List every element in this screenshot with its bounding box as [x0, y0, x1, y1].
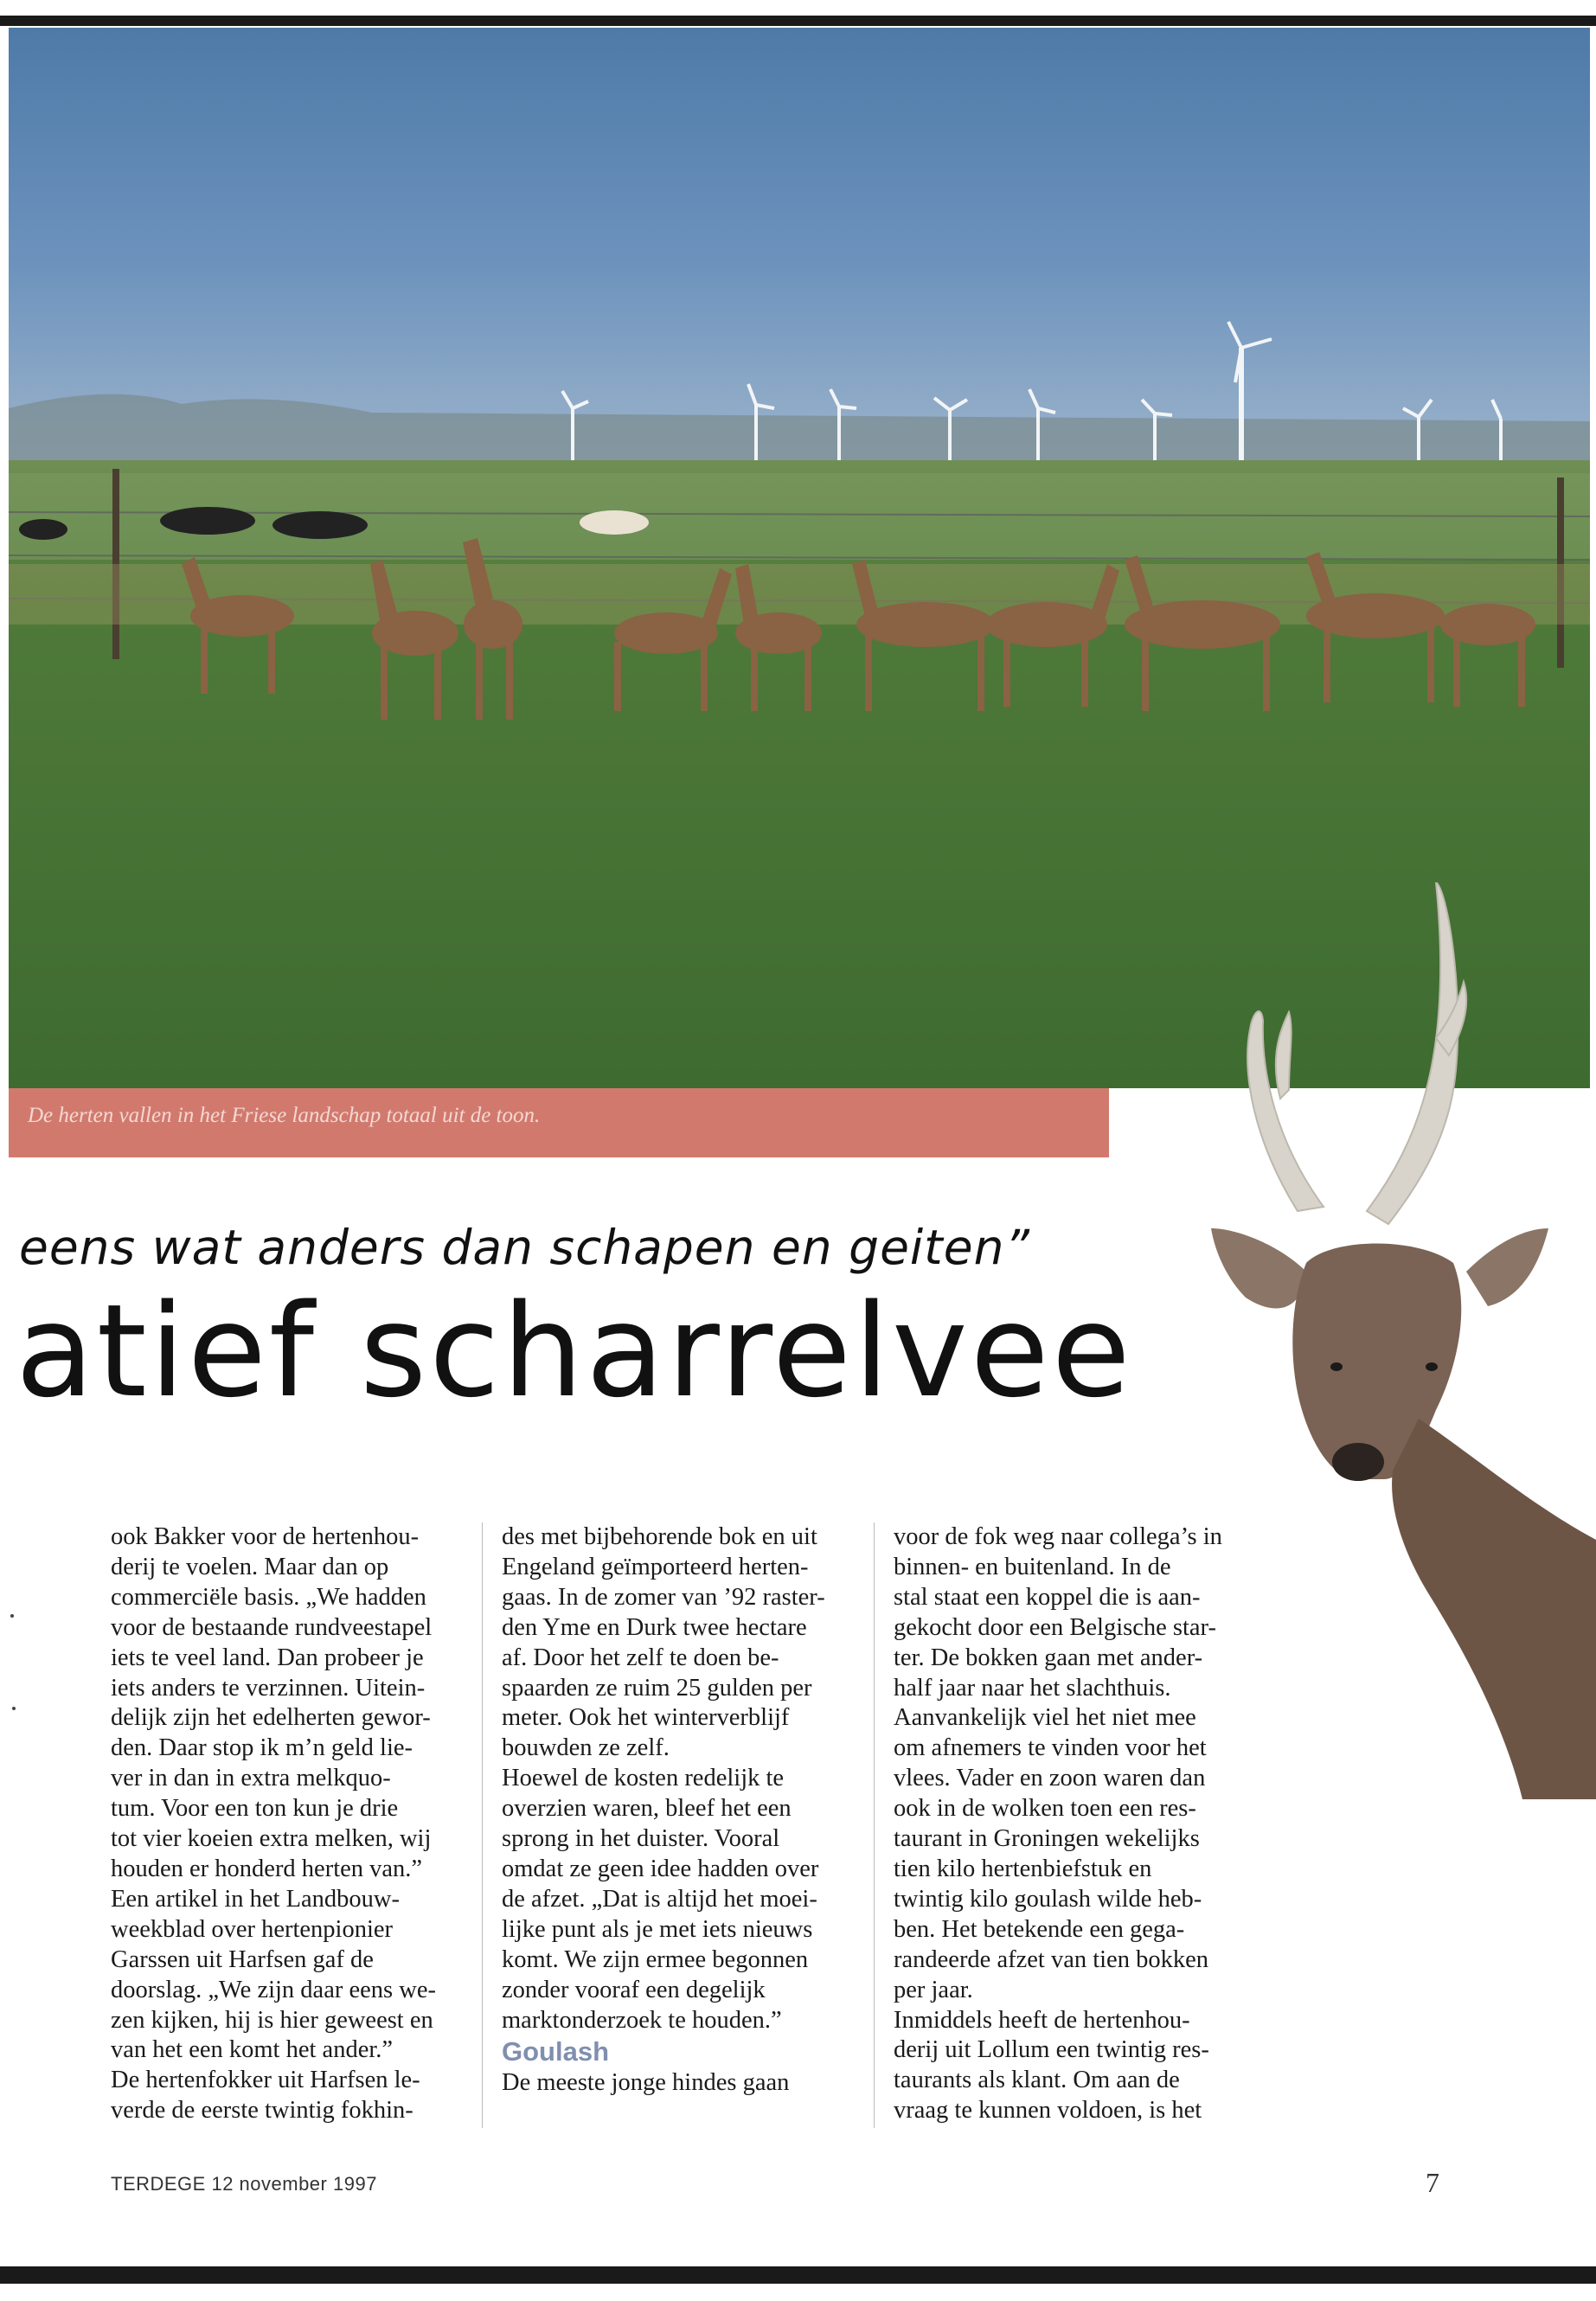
article-kicker: eens wat anders dan schapen en geiten”	[19, 1220, 1030, 1275]
text-line: gaas. In de zomer van ’92 raster-	[502, 1583, 825, 1611]
text-line: Hoewel de kosten redelijk te	[502, 1765, 785, 1792]
text-line: Garssen uit Harfsen gaf de	[111, 1945, 374, 1973]
page-number: 7	[1426, 2167, 1439, 2198]
text-line: Engeland geïmporteerd herten-	[502, 1553, 809, 1580]
text-column-2	[502, 1522, 882, 2099]
text-line: overzien waren, bleef het een	[502, 1795, 792, 1823]
text-line: sprong in het duister. Vooral	[502, 1825, 780, 1853]
text-line: gekocht door een Belgische star-	[894, 1613, 1216, 1641]
text-line: voor de bestaande rundveestapel	[111, 1613, 433, 1641]
text-line: ter. De bokken gaan met ander-	[894, 1644, 1203, 1671]
text-line: per jaar.	[894, 1976, 973, 2003]
text-line: twintig kilo goulash wilde heb-	[894, 1885, 1202, 1913]
text-line: ook Bakker voor de hertenhou-	[111, 1523, 420, 1550]
section-subhead: Goulash	[502, 2036, 610, 2067]
text-line: tum. Voor een ton kun je drie	[111, 1795, 399, 1823]
photo-caption-strip	[9, 1088, 1109, 1157]
photo-caption: De herten vallen in het Friese landschap totaal uit de toon.	[28, 1104, 541, 1127]
text-line: zen kijken, hij is hier geweest en	[111, 2006, 433, 2034]
text-line: Inmiddels heeft de hertenhou-	[894, 2006, 1190, 2034]
text-line: bouwden ze zelf.	[502, 1734, 670, 1762]
text-line: om afnemers te vinden voor het	[894, 1734, 1207, 1762]
text-line: van het een komt het ander.”	[111, 2036, 394, 2064]
text-line: commerciële basis. „We hadden	[111, 1583, 426, 1611]
text-line: derij te voelen. Maar dan op	[111, 1553, 389, 1580]
text-line: iets anders te verzinnen. Uitein-	[111, 1674, 426, 1702]
text-line: houden er honderd herten van.”	[111, 1855, 423, 1882]
text-line: taurant in Groningen wekelijks	[894, 1825, 1200, 1853]
text-line: voor de fok weg naar collega’s in	[894, 1523, 1222, 1550]
text-line: tot vier koeien extra melken, wij	[111, 1825, 432, 1853]
text-line: vraag te kunnen voldoen, is het	[894, 2097, 1202, 2125]
text-line: Een artikel in het Landbouw-	[111, 1885, 400, 1913]
text-column-3	[894, 1522, 1274, 2126]
text-line: komt. We zijn ermee begonnen	[502, 1945, 809, 1973]
text-line: Aanvankelijk viel het niet mee	[894, 1704, 1196, 1732]
text-line: weekblad over hertenpionier	[111, 1915, 394, 1943]
text-line: den Yme en Durk twee hectare	[502, 1613, 807, 1641]
article-headline: atief scharrelvee	[16, 1277, 1133, 1426]
text-line: den. Daar stop ik m’n geld lie-	[111, 1734, 413, 1762]
text-line: De meeste jonge hindes gaan	[502, 2069, 790, 2097]
text-line: spaarden ze ruim 25 gulden per	[502, 1674, 812, 1702]
text-line: iets te veel land. Dan probeer je	[111, 1644, 424, 1671]
text-line: meter. Ook het winterverblijf	[502, 1704, 790, 1732]
text-line: taurants als klant. Om aan de	[894, 2067, 1180, 2094]
text-line: zonder vooraf een degelijk	[502, 1976, 766, 2003]
bottom-border	[0, 2266, 1596, 2284]
publication-footer: TERDEGE 12 november 1997	[111, 2173, 377, 2195]
text-line: af. Door het zelf te doen be-	[502, 1644, 779, 1671]
text-line: de afzet. „Dat is altijd het moei-	[502, 1885, 817, 1913]
text-line: omdat ze geen idee hadden over	[502, 1855, 819, 1882]
text-line: tien kilo hertenbiefstuk en	[894, 1855, 1152, 1882]
text-line: vlees. Vader en zoon waren dan	[894, 1765, 1206, 1792]
text-line: verde de eerste twintig fokhin-	[111, 2097, 413, 2125]
text-line: stal staat een koppel die is aan-	[894, 1583, 1201, 1611]
text-line: half jaar naar het slachthuis.	[894, 1674, 1171, 1702]
text-line: binnen- en buitenland. In de	[894, 1553, 1171, 1580]
text-line: doorslag. „We zijn daar eens we-	[111, 1976, 436, 2003]
text-line: ver in dan in extra melkquo-	[111, 1765, 391, 1792]
text-line: randeerde afzet van tien bokken	[894, 1945, 1208, 1973]
text-line: lijke punt als je met iets nieuws	[502, 1915, 813, 1943]
text-line: ben. Het betekende een gega-	[894, 1915, 1185, 1943]
text-line: des met bijbehorende bok en uit	[502, 1523, 817, 1550]
print-speck	[10, 1614, 14, 1618]
text-line: De hertenfokker uit Harfsen le-	[111, 2067, 420, 2094]
text-line: ook in de wolken toen een res-	[894, 1795, 1196, 1823]
print-speck	[12, 1707, 16, 1710]
text-line: marktonderzoek te houden.”	[502, 2006, 782, 2034]
text-line: derij uit Lollum een twintig res-	[894, 2036, 1209, 2064]
text-column-1	[111, 1522, 491, 2126]
text-line: delijk zijn het edelherten gewor-	[111, 1704, 431, 1732]
top-border	[0, 16, 1596, 26]
